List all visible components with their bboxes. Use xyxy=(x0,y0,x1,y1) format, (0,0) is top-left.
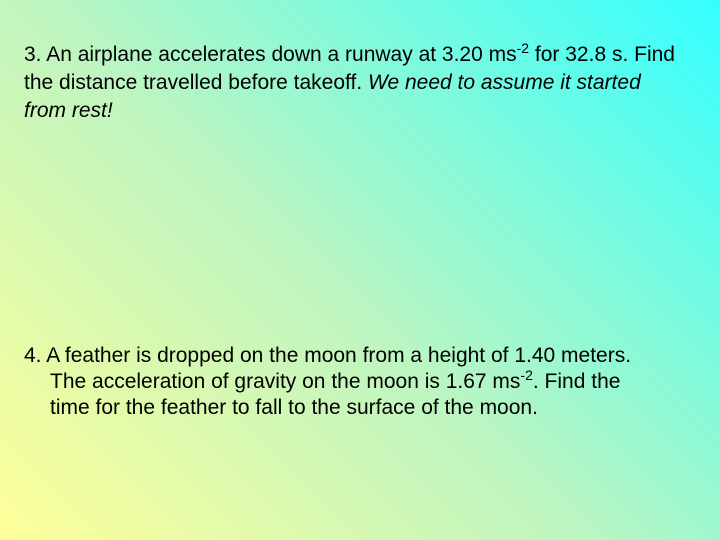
problem-3-text-b: for 32.8 s. Find the distance travelled before takeoff. xyxy=(24,43,675,94)
problem-3-assumption: We need to assume it started from rest! xyxy=(24,71,641,122)
problem-3-exponent: -2 xyxy=(516,40,530,56)
problem-4-text xyxy=(24,343,664,421)
problem-4-exponent: -2 xyxy=(520,367,533,383)
problem-4-text-b: . Find the time for the feather to fall to the surface of the moon. xyxy=(50,370,621,419)
problem-3-text-a: 3. An airplane accelerates down a runway at 3.20 ms xyxy=(24,43,517,66)
problem-3-text xyxy=(24,41,684,125)
problem-4-text-a: 4. A feather is dropped on the moon from a height of 1.40 meters. The acceleration of gravity on the moon is 1.67 ms xyxy=(24,344,632,393)
